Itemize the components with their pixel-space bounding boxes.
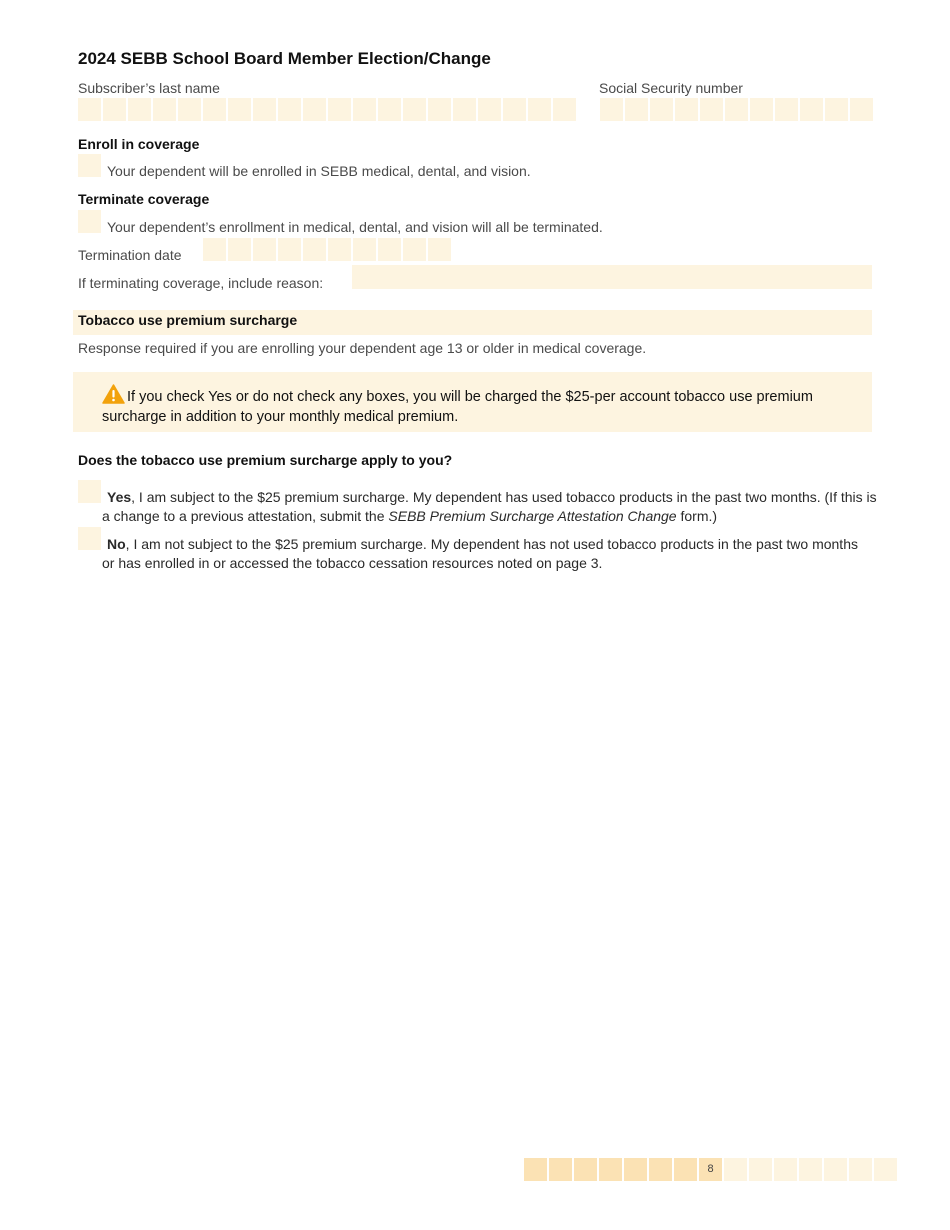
last-name-char-box[interactable] xyxy=(103,98,126,121)
termination-date-char-box[interactable] xyxy=(428,238,451,261)
tobacco-note: Response required if you are enrolling your dependent age 13 or older in medical coverage. xyxy=(78,340,647,356)
yes-text-end: form.) xyxy=(676,508,718,524)
last-name-field[interactable] xyxy=(78,98,576,121)
termination-date-field[interactable] xyxy=(203,238,451,261)
ssn-field[interactable] xyxy=(600,98,873,121)
ssn-label: Social Security number xyxy=(599,80,743,96)
enroll-checkbox[interactable] xyxy=(78,154,101,177)
last-name-char-box[interactable] xyxy=(303,98,326,121)
terminate-text: Your dependent’s enrollment in medical, dental, and vision will all be terminated. xyxy=(107,219,603,235)
last-name-char-box[interactable] xyxy=(353,98,376,121)
ssn-digit-box[interactable] xyxy=(850,98,873,121)
current-page-number: 8 xyxy=(699,1158,722,1181)
last-name-char-box[interactable] xyxy=(453,98,476,121)
progress-segment-pending xyxy=(824,1158,847,1181)
terminate-heading: Terminate coverage xyxy=(78,191,210,207)
progress-segment-complete xyxy=(574,1158,597,1181)
termination-date-char-box[interactable] xyxy=(253,238,276,261)
progress-segment-pending xyxy=(874,1158,897,1181)
ssn-digit-box[interactable] xyxy=(825,98,848,121)
ssn-digit-box[interactable] xyxy=(750,98,773,121)
last-name-char-box[interactable] xyxy=(228,98,251,121)
no-checkbox[interactable] xyxy=(78,527,101,550)
termination-date-label: Termination date xyxy=(78,247,182,263)
ssn-digit-box[interactable] xyxy=(775,98,798,121)
termination-reason-input[interactable] xyxy=(352,265,872,289)
ssn-digit-box[interactable] xyxy=(800,98,823,121)
termination-date-char-box[interactable] xyxy=(303,238,326,261)
yes-label: Yes xyxy=(107,489,132,505)
progress-segment-complete xyxy=(649,1158,672,1181)
last-name-char-box[interactable] xyxy=(528,98,551,121)
termination-date-char-box[interactable] xyxy=(403,238,426,261)
last-name-char-box[interactable] xyxy=(203,98,226,121)
last-name-char-box[interactable] xyxy=(253,98,276,121)
warning-callout xyxy=(73,372,872,432)
ssn-digit-box[interactable] xyxy=(725,98,748,121)
progress-segment-complete xyxy=(524,1158,547,1181)
progress-segment-pending xyxy=(749,1158,772,1181)
last-name-char-box[interactable] xyxy=(328,98,351,121)
termination-date-char-box[interactable] xyxy=(378,238,401,261)
no-label: No xyxy=(107,536,126,552)
termination-date-char-box[interactable] xyxy=(353,238,376,261)
progress-segment-complete xyxy=(624,1158,647,1181)
termination-date-char-box[interactable] xyxy=(278,238,301,261)
last-name-char-box[interactable] xyxy=(178,98,201,121)
last-name-char-box[interactable] xyxy=(403,98,426,121)
terminate-checkbox[interactable] xyxy=(78,210,101,233)
ssn-digit-box[interactable] xyxy=(700,98,723,121)
termination-date-char-box[interactable] xyxy=(328,238,351,261)
last-name-char-box[interactable] xyxy=(153,98,176,121)
progress-segment-complete xyxy=(599,1158,622,1181)
last-name-label: Subscriber’s last name xyxy=(78,80,220,96)
tobacco-question: Does the tobacco use premium surcharge apply to you? xyxy=(78,452,453,468)
progress-segment-complete xyxy=(549,1158,572,1181)
last-name-char-box[interactable] xyxy=(428,98,451,121)
attestation-form-name: SEBB Premium Surcharge Attestation Change xyxy=(388,508,677,524)
last-name-char-box[interactable] xyxy=(78,98,101,121)
ssn-digit-box[interactable] xyxy=(675,98,698,121)
form-title: 2024 SEBB School Board Member Election/Change xyxy=(78,49,491,68)
progress-segment-pending xyxy=(774,1158,797,1181)
yes-checkbox[interactable] xyxy=(78,480,101,503)
enroll-heading: Enroll in coverage xyxy=(78,136,200,152)
last-name-char-box[interactable] xyxy=(553,98,576,121)
yes-text: , I am subject to the $25 premium surcharge. My dependent has used tobacco products in the past two months. (If this is a change to a previous attestation, submit the xyxy=(102,489,877,524)
progress-segment-pending xyxy=(849,1158,872,1181)
last-name-char-box[interactable] xyxy=(503,98,526,121)
tobacco-heading: Tobacco use premium surcharge xyxy=(78,312,298,328)
last-name-char-box[interactable] xyxy=(278,98,301,121)
last-name-char-box[interactable] xyxy=(478,98,501,121)
warning-icon xyxy=(102,384,125,404)
termination-date-char-box[interactable] xyxy=(203,238,226,261)
progress-segment-pending xyxy=(724,1158,747,1181)
yes-option-text xyxy=(102,488,877,526)
ssn-digit-box[interactable] xyxy=(625,98,648,121)
termination-date-char-box[interactable] xyxy=(228,238,251,261)
no-option-text xyxy=(102,535,872,573)
page-progress xyxy=(524,1158,897,1181)
ssn-digit-box[interactable] xyxy=(650,98,673,121)
last-name-char-box[interactable] xyxy=(128,98,151,121)
no-text: , I am not subject to the $25 premium surcharge. My dependent has not used tobacco products in the past two months or has enrolled in or accessed the tobacco cessation resources noted on page 3. xyxy=(102,536,858,571)
termination-reason-label: If terminating coverage, include reason: xyxy=(78,275,324,291)
progress-segment-pending xyxy=(799,1158,822,1181)
enroll-text: Your dependent will be enrolled in SEBB medical, dental, and vision. xyxy=(107,163,531,179)
last-name-char-box[interactable] xyxy=(378,98,401,121)
ssn-digit-box[interactable] xyxy=(600,98,623,121)
progress-segment-complete xyxy=(674,1158,697,1181)
warning-text: If you check Yes or do not check any boxes, you will be charged the $25-per account tobacco use premium surcharge in addition to your monthly medical premium. xyxy=(102,389,813,425)
